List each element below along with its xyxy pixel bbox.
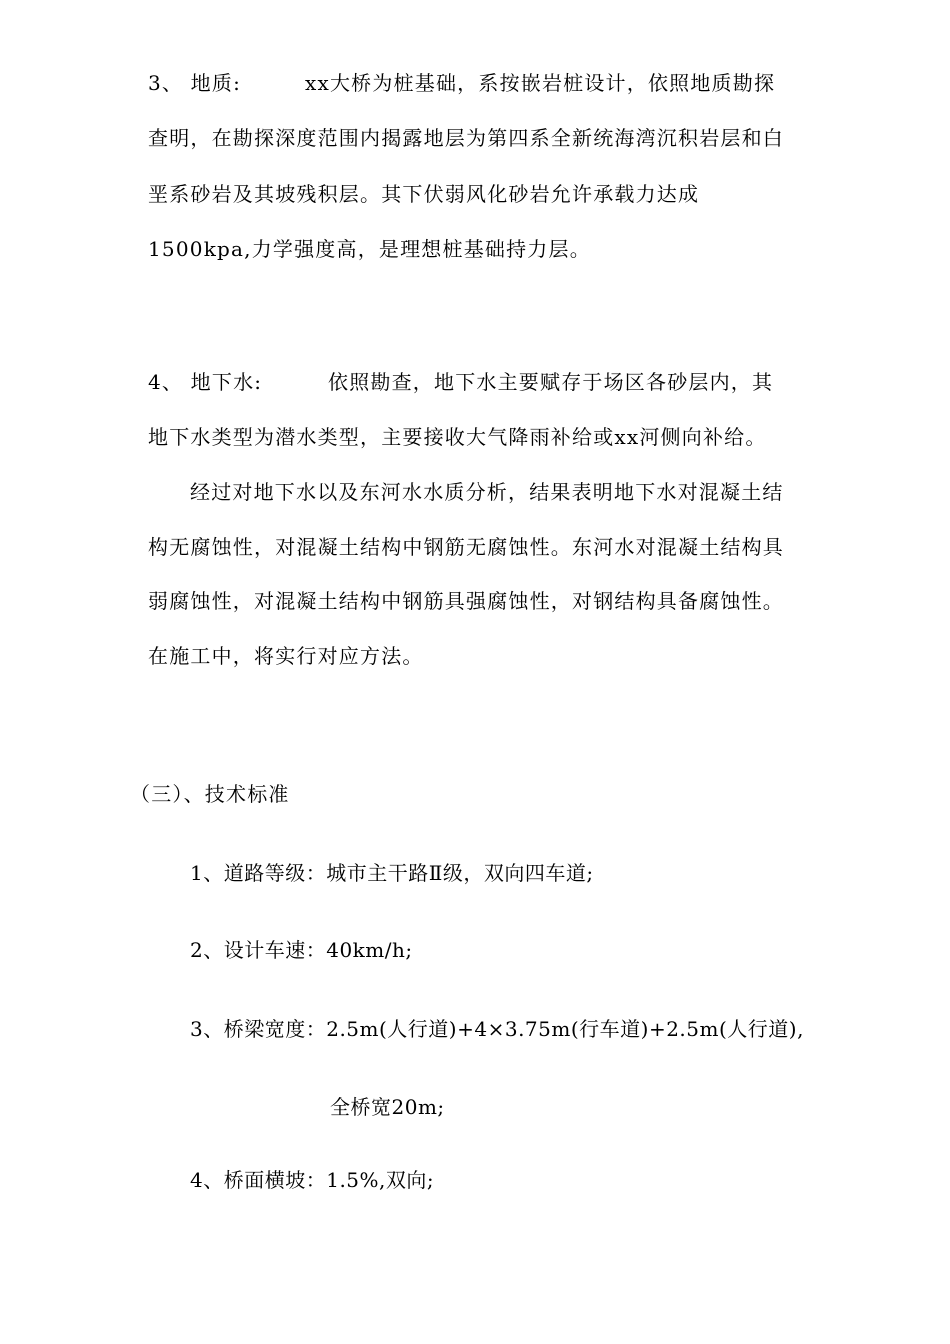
tech-standard-item-cross-slope: 4、桥面横坡：1.5%,双向; [190, 1168, 435, 1192]
geology-line-4: 1500kpa,力学强度高，是理想桩基础持力层。 [148, 237, 591, 261]
tech-standard-item-bridge-width-total: 全桥宽20m; [330, 1095, 445, 1119]
tech-standard-item-road-grade: 1、道路等级：城市主干路Ⅱ级，双向四车道; [190, 861, 594, 885]
geology-heading: 3、 地质: [148, 71, 242, 95]
groundwater-line-1: 依照勘查，地下水主要赋存于场区各砂层内，其 [328, 370, 774, 394]
water-analysis-line-2: 构无腐蚀性，对混凝土结构中钢筋无腐蚀性。东河水对混凝土结构具 [148, 535, 784, 559]
water-analysis-line-3: 弱腐蚀性，对混凝土结构中钢筋具强腐蚀性，对钢结构具备腐蚀性。 [148, 589, 784, 613]
geology-line-2: 查明，在勘探深度范围内揭露地层为第四系全新统海湾沉积岩层和白 [148, 126, 784, 150]
water-analysis-line-4: 在施工中，将实行对应方法。 [148, 644, 424, 668]
geology-line-3: 垩系砂岩及其坡残积层。其下伏弱风化砂岩允许承载力达成 [148, 182, 700, 206]
tech-standard-item-bridge-width: 3、桥梁宽度：2.5m(人行道)+4×3.75m(行车道)+2.5m(人行道), [190, 1017, 804, 1041]
water-analysis-line-1: 经过对地下水以及东河水水质分析，结果表明地下水对混凝土结 [190, 480, 784, 504]
groundwater-line-2: 地下水类型为潜水类型，主要接收大气降雨补给或xx河侧向补给。 [148, 425, 767, 449]
tech-standard-item-design-speed: 2、设计车速：40km/h; [190, 938, 413, 962]
geology-line-1: xx大桥为桩基础，系按嵌岩桩设计，依照地质勘探 [305, 71, 776, 95]
tech-standards-heading: （三）、技术标准 [130, 782, 290, 806]
groundwater-heading: 4、 地下水: [148, 370, 263, 394]
